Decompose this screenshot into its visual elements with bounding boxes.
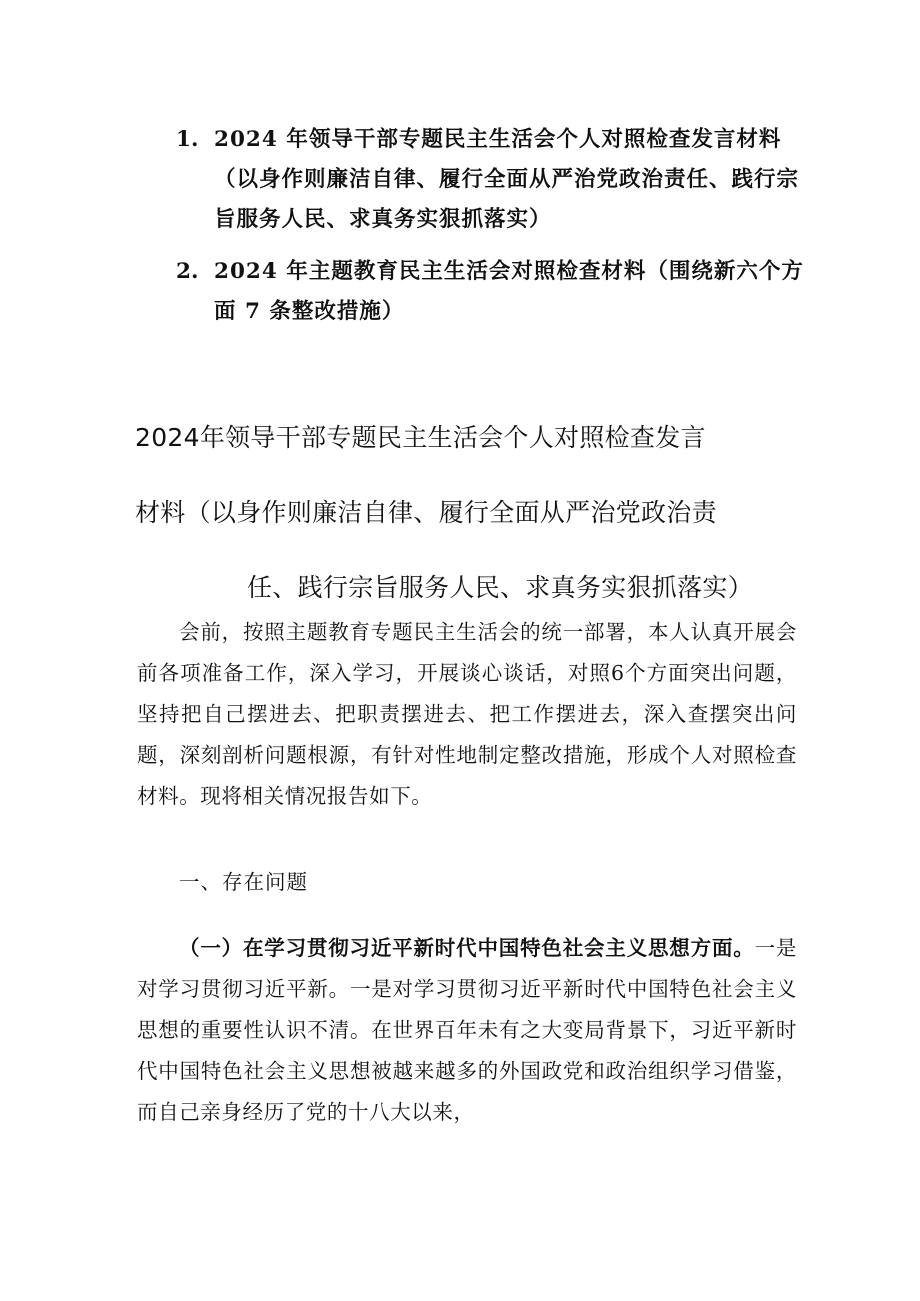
title-line-2: 材料（以身作则廉洁自律、履行全面从严治党政治责	[135, 498, 717, 527]
intro-section	[137, 612, 797, 817]
toc-item[interactable]	[176, 120, 816, 240]
toc-item-text: 2024 年领导干部专题民主生活会个人对照检查发言材料（以身作则廉洁自律、履行全面从严治党政治责任、践行宗旨服务人民、求真务实狠抓落实）	[214, 127, 800, 232]
section-heading: 一、存在问题	[179, 870, 308, 894]
document-title	[135, 400, 795, 625]
toc-item-text: 2024 年主题教育民主生活会对照检查材料（围绕新六个方面 7 条整改措施）	[214, 259, 804, 324]
subsection-1	[137, 928, 797, 1133]
toc-item[interactable]	[176, 252, 816, 332]
toc-item-number: 2.	[176, 259, 199, 284]
subsection-lead: （一）在学习贯彻习近平新时代中国特色社会主义思想方面。	[179, 936, 755, 960]
intro-paragraph: 会前，按照主题教育专题民主生活会的统一部署，本人认真开展会前各项准备工作，深入学习，开展谈心谈话，对照6个方面突出问题，坚持把自己摆进去、把职责摆进去、把工作摆进去，深入查摆突出问题，深刻剖析问题根源，有针对性地制定整改措施，形成个人对照检查材料。现将相关情况报告如下。	[137, 620, 797, 808]
subsection-paragraph	[137, 928, 797, 1133]
title-line-1: 2024年领导干部专题民主生活会个人对照检查发言	[135, 423, 706, 452]
title-line-3: 任、践行宗旨服务人民、求真务实狠抓落实）	[247, 573, 754, 602]
table-of-contents	[176, 120, 816, 344]
toc-item-number: 1.	[176, 127, 199, 152]
subsection-text: 一是对学习贯彻习近平新。一是对学习贯彻习近平新时代中国特色社会主义思想的重要性认识不清。在世界百年未有之大变局背景下，习近平新时代中国特色社会主义思想被越来越多的外国政党和政治组织学习借鉴，而自己亲身经历了党的十八大以来，	[137, 936, 797, 1124]
